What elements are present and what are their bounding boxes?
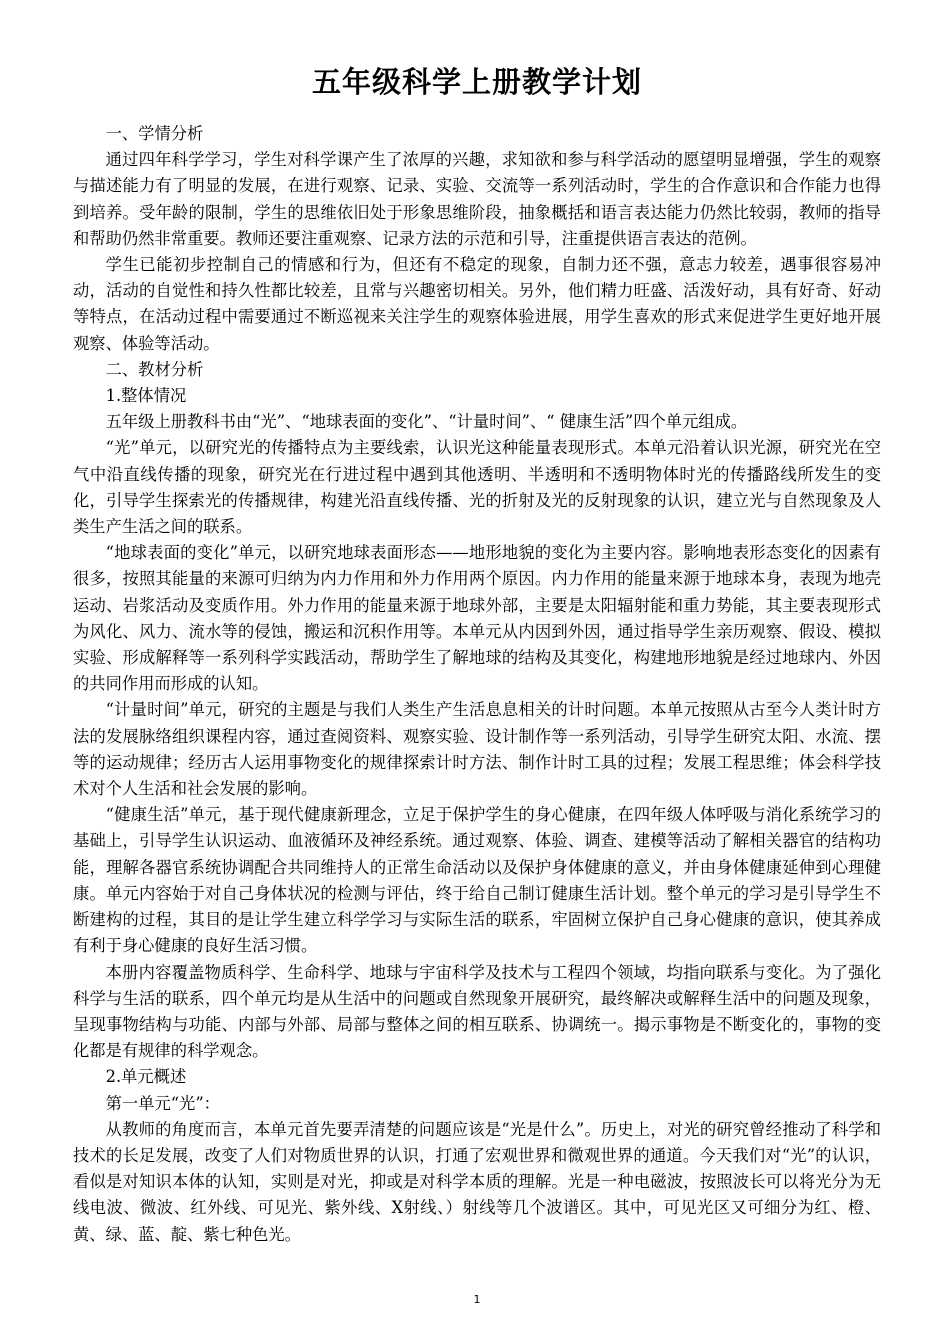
page-number: 1 xyxy=(473,1293,481,1306)
subheading-unit-overview: 2.单元概述 xyxy=(105,1067,187,1087)
subheading-unit-one: 第一单元“光”： xyxy=(105,1093,220,1113)
section-heading-textbook-analysis: 二、教材分析 xyxy=(105,359,204,379)
paragraph: 通过四年科学学习，学生对科学课产生了浓厚的兴趣，求知欲和参与科学活动的愿望明显增强，学生的观察与描述能力有了明显的发展，在进行观察、记录、实验、交流等一系列活动时，学生的合作意识和合作能力也得到培养。受年龄的限制，学生的思维依旧处于形象思维阶段，抽象概括和语言表达能力仍然比较弱，教师的指导和帮助仍然非常重要。教师还要注重观察、记录方法的示范和引导，注重提供语言表达的范例。 xyxy=(73,150,881,248)
paragraph: 本册内容覆盖物质科学、生命科学、地球与宇宙科学及技术与工程四个领域，均指向联系与变化。为了强化科学与生活的联系，四个单元均是从生活中的问题或自然现象开展研究，最终解决或解释生活中的问题及现象，呈现事物结构与功能、内部与外部、局部与整体之间的相互联系、协调统一。揭示事物是不断变化的，事物的变化都是有规律的科学观念。 xyxy=(73,962,881,1061)
paragraph: 五年级上册教科书由“光”、“地球表面的变化”、“计量时间”、“ 健康生活”四个单元组成。 xyxy=(105,412,748,432)
document-page xyxy=(73,0,881,1344)
paragraph: “光”单元，以研究光的传播特点为主要线索，认识光这种能量表现形式。本单元沿着认识光源，研究光在空气中沿直线传播的现象，研究光在行进过程中遇到其他透明、半透明和不透明物体时光的传播路线所发生的变化，引导学生探索光的传播规律，构建光沿直线传播、光的折射及光的反射现象的认识，建立光与自然现象及人类生产生活之间的联系。 xyxy=(73,438,881,537)
paragraph: “计量时间”单元，研究的主题是与我们人类生产生活息息相关的计时问题。本单元按照从古至今人类计时方法的发展脉络组织课程内容，通过查阅资料、观察实验、设计制作等一系列活动，引导学生研究太阳、水流、摆等的运动规律；经历古人运用事物变化的规律探索计时方法、制作计时工具的过程；发展工程思维；体会科学技术对个人生活和社会发展的影响。 xyxy=(73,700,881,799)
paragraph: 学生已能初步控制自己的情感和行为，但还有不稳定的现象，自制力还不强，意志力较差，遇事很容易冲动，活动的自觉性和持久性都比较差，且常与兴趣密切相关。另外，他们精力旺盛、活泼好动，具有好奇、好动等特点，在活动过程中需要通过不断巡视来关注学生的观察体验进展，用学生喜欢的形式来促进学生更好地开展观察、体验等活动。 xyxy=(73,255,881,353)
document-title: 五年级科学上册教学计划 xyxy=(311,65,642,99)
subheading-overall: 1.整体情况 xyxy=(105,386,187,406)
paragraph: 从教师的角度而言，本单元首先要弄清楚的问题应该是“光是什么”。历史上，对光的研究曾经推动了科学和技术的长足发展，改变了人们对物质世界的认识，打通了宏观世界和微观世界的通道。今天我们对“光”的认识，看似是对知识本体的认知，实则是对光，抑或是对科学本质的理解。光是一种电磁波，按照波长可以将光分为无线电波、微波、红外线、可见光、紫外线、X射线、）射线等几个波谱区。其中，可见光区又可细分为红、橙、黄、绿、蓝、靛、紫七种色光。 xyxy=(73,1119,881,1244)
paragraph: “地球表面的变化”单元，以研究地球表面形态——地形地貌的变化为主要内容。影响地表形态变化的因素有很多，按照其能量的来源可归纳为内力作用和外力作用两个原因。内力作用的能量来源于地球本身，表现为地壳运动、岩浆活动及变质作用。外力作用的能量来源于地球外部，主要是太阳辐射能和重力势能，其主要表现形式为风化、风力、流水等的侵蚀，搬运和沉积作用等。本单元从内因到外因，通过指导学生亲历观察、假设、模拟实验、形成解释等一系列科学实践活动，帮助学生了解地球的结构及其变化，构建地形地貌是经过地球内、外因的共同作用而形成的认知。 xyxy=(73,543,881,694)
section-heading-student-analysis: 一、学情分析 xyxy=(105,124,204,143)
paragraph: “健康生活”单元，基于现代健康新理念，立足于保护学生的身心健康，在四年级人体呼吸与消化系统学习的基础上，引导学生认识运动、血液循环及神经系统。通过观察、体验、调查、建模等活动了解相关器官的结构功能，理解各器官系统协调配合共同维持人的正常生命活动以及保护身体健康的意义，并由身体健康延伸到心理健康。单元内容始于对自己身体状况的检测与评估，终于给自己制订健康生活计划。整个单元的学习是引导学生不断建构的过程，其目的是让学生建立科学学习与实际生活的联系，牢固树立保护自己身心健康的意识，使其养成有利于身心健康的良好生活习惯。 xyxy=(73,805,881,956)
document-body xyxy=(73,121,881,1248)
